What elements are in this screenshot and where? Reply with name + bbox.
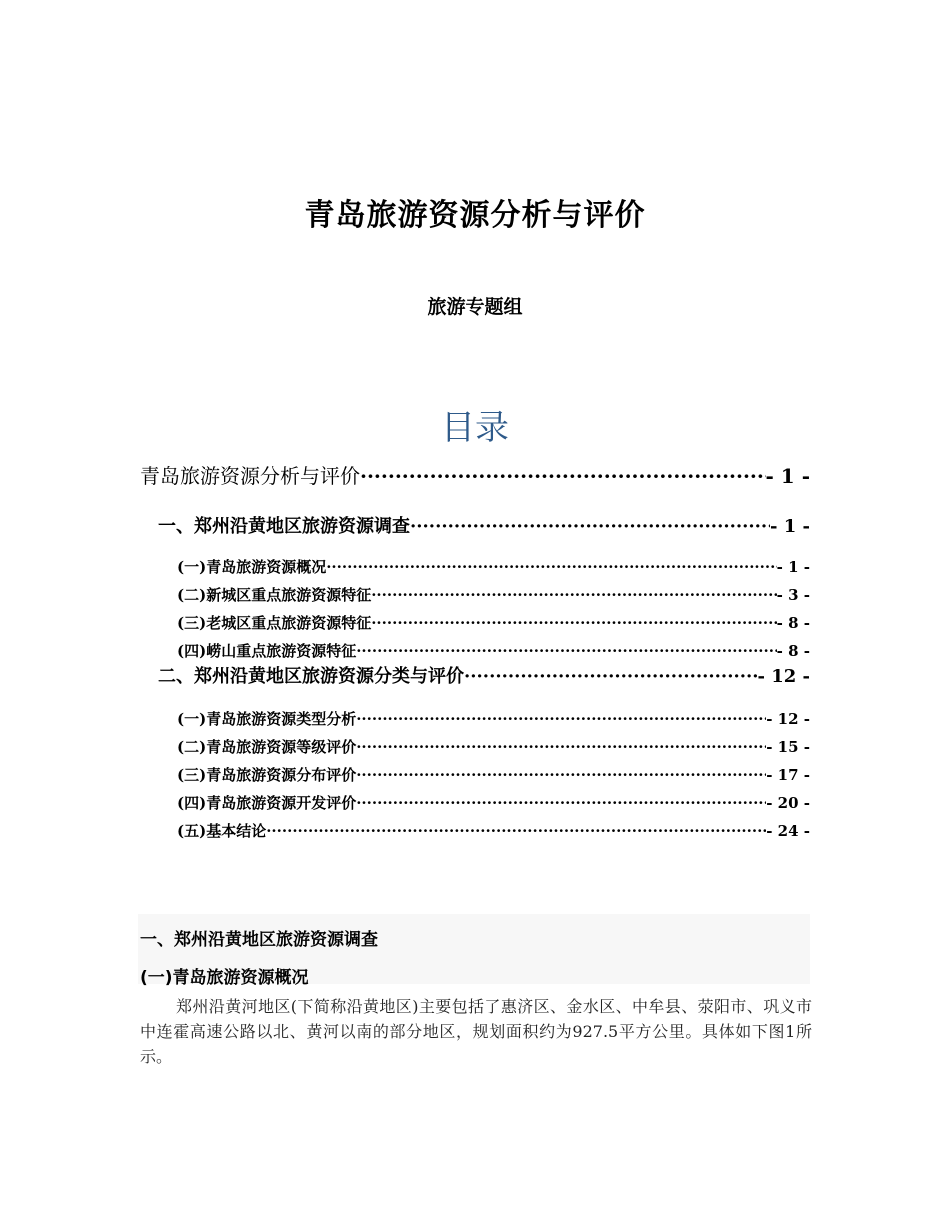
toc-entry-page: - 12 - xyxy=(757,666,810,687)
toc-entry[interactable] xyxy=(158,512,810,538)
toc-entry-label: (五)基本结论 xyxy=(177,822,267,840)
toc-leader-dots xyxy=(371,614,776,632)
toc-entry[interactable] xyxy=(177,640,810,661)
toc-entry[interactable] xyxy=(177,708,810,729)
toc-leader-dots xyxy=(326,558,776,576)
toc-leader-dots xyxy=(371,586,776,604)
toc-entry[interactable] xyxy=(177,736,810,757)
toc-leader-dots xyxy=(360,464,766,488)
toc-entry-page: - 20 - xyxy=(766,794,810,812)
toc-leader-dots xyxy=(356,766,766,784)
toc-entry-label: (三)青岛旅游资源分布评价 xyxy=(177,766,357,784)
document-title: 青岛旅游资源分析与评价 xyxy=(304,198,646,233)
toc-entry[interactable] xyxy=(177,764,810,785)
toc-leader-dots xyxy=(266,822,766,840)
toc-entry-label: 二、郑州沿黄地区旅游资源分类与评价 xyxy=(158,666,464,687)
toc-leader-dots xyxy=(356,642,776,660)
toc-heading: 目录 xyxy=(441,408,509,448)
toc-entry-page: - 1 - xyxy=(765,464,810,488)
toc-leader-dots xyxy=(410,516,770,537)
toc-entry[interactable] xyxy=(177,612,810,633)
toc-entry-label: (二)新城区重点旅游资源特征 xyxy=(177,586,372,604)
toc-entry[interactable] xyxy=(177,792,810,813)
toc-entry-page: - 12 - xyxy=(766,710,810,728)
toc-entry[interactable] xyxy=(158,662,810,688)
toc-entry-label: 青岛旅游资源分析与评价 xyxy=(140,464,360,488)
toc-entry-label: (三)老城区重点旅游资源特征 xyxy=(177,614,372,632)
toc-entry-label: (四)崂山重点旅游资源特征 xyxy=(177,642,357,660)
toc-entry-label: (一)青岛旅游资源概况 xyxy=(177,558,327,576)
toc-entry-page: - 1 - xyxy=(770,516,810,537)
toc-entry-page: - 8 - xyxy=(776,642,810,660)
toc-entry-label: (二)青岛旅游资源等级评价 xyxy=(177,738,357,756)
toc-entry-page: - 8 - xyxy=(776,614,810,632)
toc-entry-page: - 17 - xyxy=(766,766,810,784)
toc-entry[interactable] xyxy=(177,820,810,841)
toc-entry[interactable] xyxy=(140,460,810,489)
body-paragraph: 郑州沿黄河地区(下简称沿黄地区)主要包括了惠济区、金水区、中牟县、荥阳市、巩义市中连霍高速公路以北、黄河以南的部分地区，规划面积约为927.5平方公里。具体如下图1所示。 xyxy=(140,997,812,1066)
toc-leader-dots xyxy=(356,794,766,812)
toc-entry[interactable] xyxy=(177,584,810,605)
toc-entry-label: 一、郑州沿黄地区旅游资源调查 xyxy=(158,516,410,537)
toc-entry-page: - 1 - xyxy=(776,558,810,576)
toc-leader-dots xyxy=(464,666,757,687)
toc-entry-page: - 3 - xyxy=(776,586,810,604)
document-author: 旅游专题组 xyxy=(427,296,523,318)
toc-leader-dots xyxy=(356,710,766,728)
toc-entry-label: (一)青岛旅游资源类型分析 xyxy=(177,710,357,728)
toc-leader-dots xyxy=(356,738,766,756)
subsection-heading: (一)青岛旅游资源概况 xyxy=(140,968,309,988)
section-heading: 一、郑州沿黄地区旅游资源调查 xyxy=(140,930,378,950)
toc-entry[interactable] xyxy=(177,556,810,577)
toc-entry-label: (四)青岛旅游资源开发评价 xyxy=(177,794,357,812)
toc-entry-page: - 24 - xyxy=(766,822,810,840)
toc-entry-page: - 15 - xyxy=(766,738,810,756)
